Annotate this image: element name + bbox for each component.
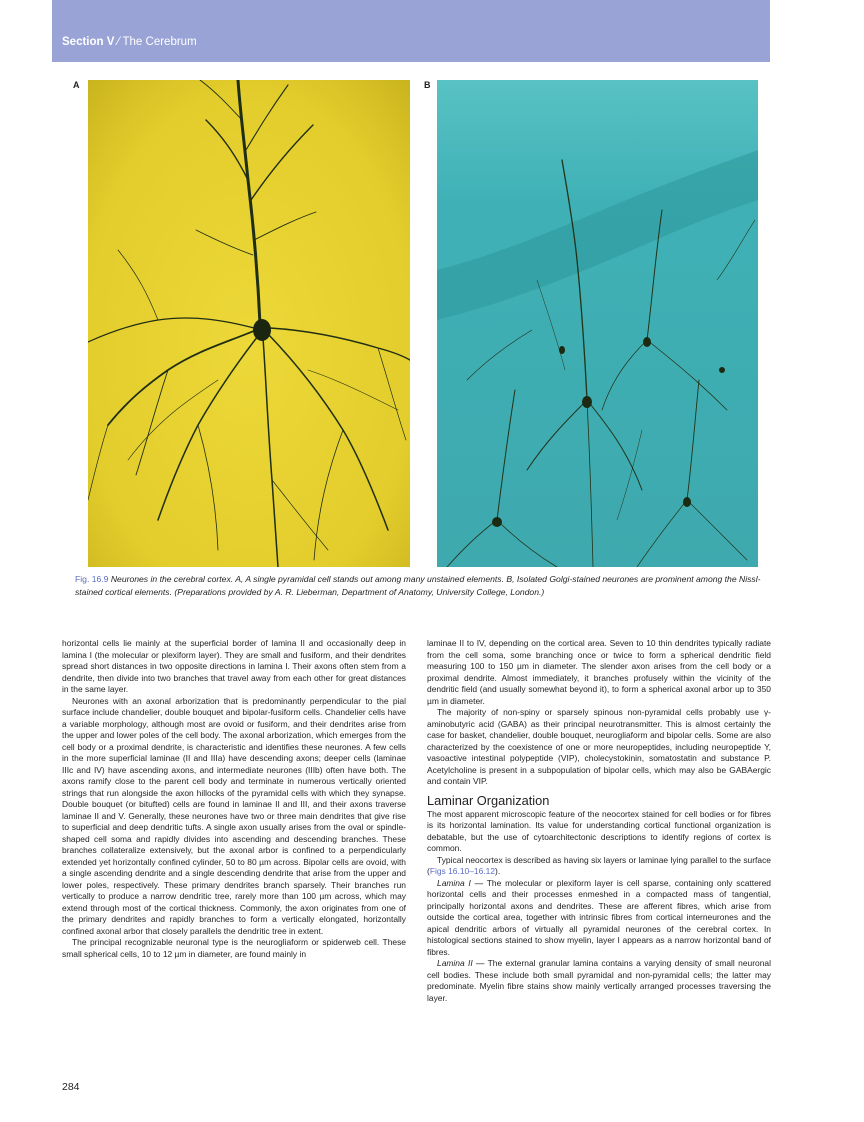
page-number: 284 [62,1081,80,1093]
panel-b-label: B [424,80,431,90]
paragraph: The principal recognizable neuronal type is the neurogliaform or spiderweb cell. These small spherical cells, 10 to 12 µm in diameter, are found mainly in [62,937,406,959]
panel-b-background [437,80,758,567]
section-heading: Laminar Organization [427,792,550,808]
pyramidal-cell-soma [253,319,271,341]
paragraph: laminae II to IV, depending on the cortical area. Seven to 10 thin dendrites typically radiate from the cell soma, some branching once or twice to form a spherical dendritic field measuring 100 to 150 µm in diameter. The slender axon arises from the cell body or a proximal dendrite. Almost immediately, it branches profusely within the vicinity of the dendritic field (and usually somewhat beyond it), to form a spherical axonal arbor up to 350 µm in diameter. [427,638,771,706]
paragraph-text: The molecular or plexiform layer is cell sparse, containing only scattered horizontal cells and their processes enmeshed in a compacted mass of tangential, principally horizontal axons and dendrites. These are afferent fibres, which arise from outside the cortical area, together with intrinsic fibres from cortical interneurones and the apical dendritic arbors of virtually all pyramidal neurones of the cerebral cortex. In histological sections stained to show myelin, layer I appears as a narrow horizontal band of fibres. [427,877,771,957]
panel-a-background [88,80,410,567]
lamina-term: Lamina I — [437,877,484,888]
paragraph-text: Typical neocortex is described as having six layers or laminae lying parallel to the surface ( [427,854,771,876]
panel-a-label: A [73,80,80,90]
figure-panel-b-micrograph [437,80,758,567]
running-header [52,0,770,62]
paragraph-text: ). [495,866,501,876]
body-column-left [62,638,406,960]
figure-caption-text: Neurones in the cerebral cortex. A, A single pyramidal cell stands out among many unstained elements. B, Isolated Golgi-stained neurones are prominent among the Nissl-stained cortical elements. (Preparations provided by A. R. Lieberman, Department of Anatomy, University College, London.) [75,574,761,597]
figure-caption [75,573,775,598]
paragraph: The most apparent microscopic feature of the neocortex stained for cell bodies or for fibres is its horizontal lamination. Its value for understanding cortical functional organization is debatable, but the use of cytoarchitectonic descriptions to identify regions of cortex is common. [427,808,771,853]
body-column-right [427,638,771,1004]
paragraph: The majority of non-spiny or sparsely spinous non-pyramidal cells probably use γ-aminobutyric acid (GABA) as their principal neurotransmitter. This is almost certainly the case for basket, chandelier, double bouquet, neurogliaform and bipolar cells. Some are also characterized by the coexistence of one or more neuropeptides, including neuropeptide Y, vasoactive intestinal polypeptide (VIP), cholecystokinin, somatostatin and substance P. Acetylcholine is present in a subpopulation of bipolar cells, which may also be GABAergic and contain VIP. [427,707,771,786]
figure-reference-link[interactable]: Figs 16.10–16.12 [429,866,496,876]
paragraph: Neurones with an axonal arborization that is predominantly perpendicular to the pial surface include chandelier, double bouquet and bipolar-fusiform cells. Chandelier cells have a variable morphology, although most are ovoid or fusiform, and their dendrites arise from the upper and lower poles of the cell body. The axonal arborization, which emerges from the cell body or a proximal dendrite, is characteristic and identifies these neurones. A few cells in the more superficial laminae (II and IIIa) have descending axons; deeper cells (laminae IIIc and IV) have ascending axons, and intermediate neurones (IIIb) often have both. The axons ramify close to the parent cell body and terminate in numerous vertically oriented strings that run alongside the axon hillocks of the pyramidal cells with which they synapse. Double bouquet (or bitufted) cells are found in laminae II and III, and their axons traverse laminae II and V. Generally, these neurones have two or three main dendrites that give rise to superficial and deep dendritic tufts. A single axon usually arises from the oval or spindle-shaped cell soma and rapidly divides into ascending and descending branches. These branches collateralize extensively, but the axonal arbor is confined to a perpendicularly extended yet horizontally confined cylinder, 50 to 80 µm across. Bipolar cells are ovoid, with a single ascending dendrite and a single descending dendrite that arise from the upper and lower poles, respectively. These primary dendrites branch sparsely. Their branches run vertically to produce a narrow dendritic tree, rarely more than 100 µm across, which may extend through most of the cortical thickness. Commonly, the axon originates from one of the primary dendrites and rapidly branches to form a vertically elongated, horizontally confined axonal arbor that closely parallels the dendritic tree in extent. [62,695,406,936]
paragraph [427,958,771,1004]
paragraph [427,878,771,959]
paragraph-text: The external granular lamina contains a varying density of small neuronal cell bodies. These include both small pyramidal and non-pyramidal cells; the latter may predominate. Myelin fibre stains show mainly vertically arranged processes traversing the layer. [427,958,771,1003]
lamina-term: Lamina II — [437,958,485,968]
section-number: Section V [62,36,115,48]
paragraph: horizontal cells lie mainly at the superficial border of lamina II and occasionally deep in lamina I (the molecular or plexiform layer). They are small and fusiform, and their dendrites spread short distances in two opposite directions in lamina I. Their axons often stem from a dendrite, then divide into two branches that travel away from each other for great distances in the same layer. [62,638,406,694]
figure-panel-a-micrograph [88,80,410,567]
paragraph [427,855,771,878]
figure-number: Fig. 16.9 [75,574,109,584]
section-name: ⁄ The Cerebrum [114,36,197,48]
section-title [62,36,197,48]
